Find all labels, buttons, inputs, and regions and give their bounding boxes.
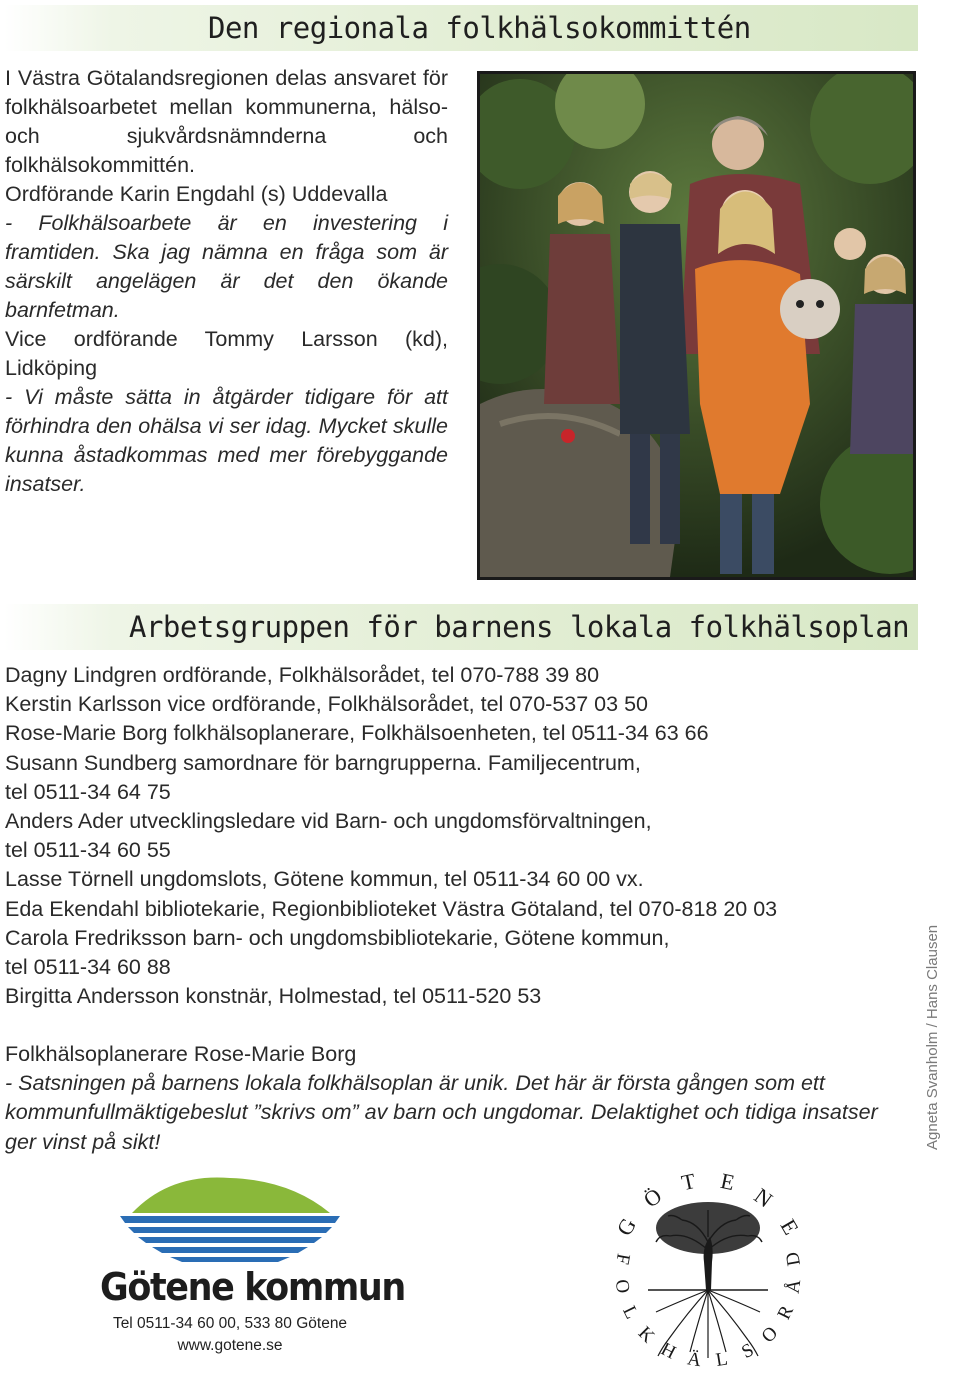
footer-address: Tel 0511-34 60 00, 533 80 Götene xyxy=(112,1315,348,1332)
seal-letter: E xyxy=(718,1167,737,1196)
seal-letter: O xyxy=(610,1278,634,1295)
seal-letter: G xyxy=(611,1213,641,1240)
photo-illustration xyxy=(480,74,913,577)
group-photo xyxy=(477,71,916,580)
seal-letter: O xyxy=(757,1322,783,1348)
quote-text: - Satsningen på barnens lokala folkhälsoplan är unik. Det här är första gången som ett kommunfullmäktigebeslut ”skrivs om” av barn och ungdomar. Delaktighet och tidiga insatser ger vinst på sikt! xyxy=(5,1071,878,1154)
member-line: Lasse Törnell ungdomslots, Götene kommun, tel 0511-34 60 00 vx. xyxy=(5,867,644,892)
member-line: tel 0511-34 64 75 xyxy=(5,779,171,804)
member-line: Eda Ekendahl bibliotekarie, Regionbiblioteket Västra Götaland, tel 070-818 20 03 xyxy=(5,896,778,921)
planner-quote xyxy=(5,1040,905,1157)
seal-letter: L xyxy=(714,1348,730,1368)
seal-letter: Ä xyxy=(685,1348,703,1368)
member-line: tel 0511-34 60 55 xyxy=(5,838,171,863)
member-line: Birgitta Andersson konstnär, Holmestad, tel 0511-520 53 xyxy=(5,984,542,1009)
vice-chair-name: Vice ordförande Tommy Larsson (kd), Lidköping xyxy=(5,327,448,380)
seal-letter: K xyxy=(633,1322,659,1348)
footer-contact xyxy=(100,1313,360,1357)
seal-letter: D xyxy=(782,1250,806,1268)
quote-speaker: Folkhälsoplanerare Rose-Marie Borg xyxy=(5,1042,357,1066)
logo-text: Götene kommun xyxy=(100,1265,405,1309)
seal-letter: F xyxy=(611,1251,634,1266)
logo-mountain-icon xyxy=(100,1168,360,1268)
seal-letter: Å xyxy=(782,1278,806,1295)
intro-paragraph: I Västra Götalandsregionen delas ansvaret för folkhälsoarbetet mellan kommunerna, hälso- och sjukvårdsnämnderna och folkhälsokommittén. xyxy=(5,66,448,177)
intro-text xyxy=(5,64,448,499)
seal-letter: T xyxy=(679,1167,698,1196)
seal-letter: N xyxy=(749,1182,778,1213)
member-line: Anders Ader utvecklingsledare vid Barn- och ungdomsförvaltningen, xyxy=(5,809,652,834)
folkhalsoradet-seal xyxy=(598,1162,818,1368)
seal-letter: E xyxy=(775,1214,804,1239)
seal-letter: R xyxy=(773,1302,799,1323)
section-title: Arbetsgruppen för barnens lokala folkhälsoplan xyxy=(129,610,910,644)
seal-letter: L xyxy=(618,1302,643,1323)
section-banner-top xyxy=(4,5,918,51)
chair-quote: - Folkhälsoarbete är en investering i framtiden. Ska jag nämna en fråga som är särskilt angelägen är det den ökande barnfetman. xyxy=(5,211,448,322)
footer-website[interactable]: www.gotene.se xyxy=(177,1337,283,1354)
vice-chair-quote: - Vi måste sätta in åtgärder tidigare för att förhindra den ohälsa vi ser idag. Mycket skulle kunna åstadkommas med mer förebyggande insatser. xyxy=(5,385,448,496)
chair-name: Ordförande Karin Engdahl (s) Uddevalla xyxy=(5,182,388,206)
gotene-kommun-logo xyxy=(100,1168,405,1309)
tree-icon xyxy=(598,1162,818,1368)
section-banner-middle xyxy=(4,604,918,650)
member-line: Kerstin Karlsson vice ordförande, Folkhälsorådet, tel 070-537 03 50 xyxy=(5,692,648,717)
member-line: Susann Sundberg samordnare för barngrupperna. Familjecentrum, xyxy=(5,750,641,775)
photo-credit: Agneta Svanholm / Hans Clausen xyxy=(924,924,941,1150)
seal-letter: S xyxy=(738,1339,758,1363)
seal-letter: H xyxy=(657,1338,680,1364)
section-title: Den regionala folkhälsokommittén xyxy=(208,11,751,45)
member-line: tel 0511-34 60 88 xyxy=(5,955,171,980)
member-line: Carola Fredriksson barn- och ungdomsbibliotekarie, Götene kommun, xyxy=(5,925,670,950)
member-line: Rose-Marie Borg folkhälsoplanerare, Folkhälsoenheten, tel 0511-34 63 66 xyxy=(5,721,709,746)
member-line: Dagny Lindgren ordförande, Folkhälsorådet, tel 070-788 39 80 xyxy=(5,663,600,687)
seal-letter: Ö xyxy=(638,1182,667,1213)
member-list xyxy=(5,661,905,1011)
